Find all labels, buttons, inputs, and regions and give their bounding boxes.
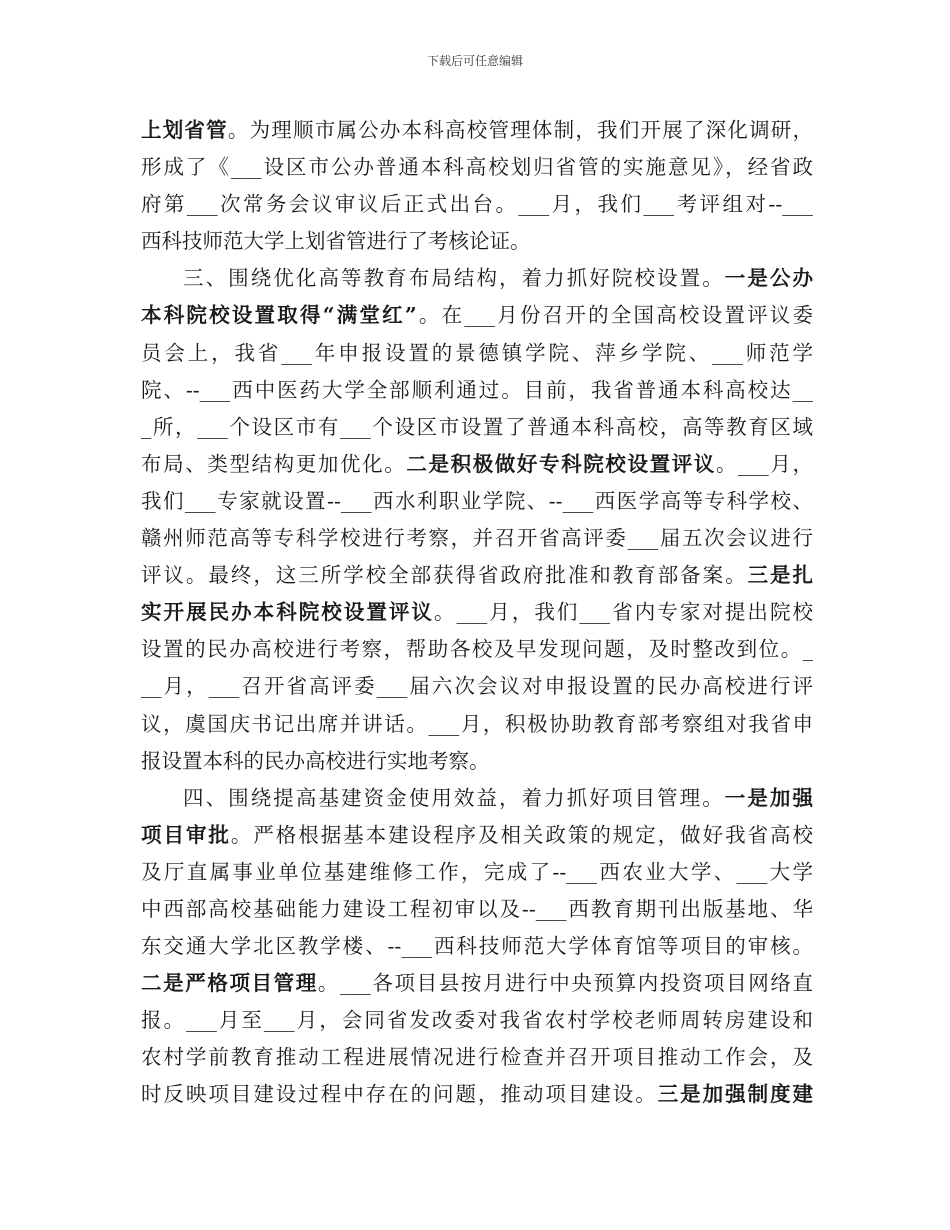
text-line: [141, 928, 813, 965]
text-line: [141, 223, 813, 260]
bold-text-segment: 项目审批: [141, 822, 231, 847]
text-line: [141, 1002, 813, 1039]
text-line: [141, 854, 813, 891]
text-segment: 。___月，: [715, 451, 814, 476]
text-line: [141, 1039, 813, 1076]
text-line: [141, 409, 813, 446]
text-line: [141, 557, 813, 594]
text-segment: 。___各项目县按月进行中央预算内投资项目网络直: [317, 971, 814, 996]
text-line: [141, 965, 813, 1002]
text-segment: 形成了《___设区市公办普通本科高校划归省管的实施意见》，经省政: [141, 155, 813, 180]
text-line: [141, 149, 813, 186]
page-header: 下载后可任意编辑: [426, 54, 523, 68]
text-segment: 及厅直属事业单位基建维修工作，完成了--___西农业大学、___大学: [141, 859, 813, 884]
text-segment: 中西部高校基础能力建设工程初审以及--___西教育期刊出版基地、华: [141, 896, 813, 921]
bold-text-segment: 二是严格项目管理: [141, 971, 318, 996]
text-segment: _所，___个设区市有___个设区市设置了普通本科高校，高等教育区域: [141, 414, 813, 439]
text-line: [141, 186, 813, 223]
text-segment: 报设置本科的民办高校进行实地考察。: [141, 748, 490, 773]
text-line: [141, 446, 813, 483]
text-segment: 四、围绕提高基建资金使用效益，着力抓好项目管理。: [183, 785, 725, 810]
bold-text-segment: 三是扎: [747, 563, 814, 588]
text-segment: 员会上，我省___年申报设置的景德镇学院、萍乡学院、___师范学: [141, 340, 813, 365]
text-line: [141, 631, 813, 668]
text-line: [141, 1076, 813, 1113]
text-segment: 。为理顺市属公办本科高校管理体制，我们开展了深化调研，: [227, 118, 814, 142]
text-line: [141, 372, 813, 409]
text-line: [141, 891, 813, 928]
bold-text-segment: 一是加强: [724, 785, 814, 810]
text-segment: 。在___月份召开的全国高校设置评议委: [416, 303, 813, 328]
text-line: [141, 335, 813, 372]
text-segment: 三、围绕优化高等教育布局结构，着力抓好院校设置。: [183, 266, 725, 291]
text-segment: 院、--___西中医药大学全部顺利通过。目前，我省普通本科高校达__: [141, 377, 813, 402]
text-line: [141, 594, 813, 631]
text-line: [141, 297, 813, 334]
text-segment: 时反映项目建设过程中存在的问题，推动项目建设。: [141, 1082, 658, 1107]
bold-text-segment: 一是公办: [724, 266, 814, 291]
text-segment: 报。___月至___月，会同省发改委对我省农村学校老师周转房建设和: [141, 1008, 813, 1033]
text-line: [141, 743, 813, 780]
text-segment: 评议。最终，这三所学校全部获得省政府批准和教育部备案。: [141, 563, 748, 588]
text-line: [141, 112, 813, 149]
text-line: [141, 668, 813, 705]
text-line: [141, 706, 813, 743]
text-segment: 设置的民办高校进行考察，帮助各校及早发现问题，及时整改到位。_: [141, 637, 813, 662]
text-segment: 议，虞国庆书记出席并讲话。___月，积极协助教育部考察组对我省申: [141, 711, 813, 736]
text-segment: 。严格根据基本建设程序及相关政策的规定，做好我省高校: [230, 822, 814, 847]
text-line: [141, 520, 813, 557]
text-segment: 农村学前教育推动工程进展情况进行检查并召开项目推动工作会，及: [141, 1045, 813, 1070]
text-segment: 东交通大学北区教学楼、--___西科技师范大学体育馆等项目的审核。: [141, 934, 813, 959]
text-segment: 西科技师范大学上划省管进行了考核论证。: [141, 229, 531, 254]
document-body: [141, 112, 813, 1114]
bold-text-segment: 本科院校设置取得“满堂红”: [141, 303, 417, 328]
text-segment: 赣州师范高等专科学校进行考察，并召开省高评委___届五次会议进行: [141, 526, 813, 551]
text-line: [141, 780, 813, 817]
text-segment: 我们___专家就设置--___西水利职业学院、--___西医学高等专科学校、: [141, 488, 813, 513]
text-segment: __月，___召开省高评委___届六次会议对申报设置的民办高校进行评: [141, 674, 813, 699]
text-line: [141, 483, 813, 520]
text-line: [141, 260, 813, 297]
bold-text-segment: 上划省管: [141, 118, 228, 142]
text-segment: 布局、类型结构更加优化。: [141, 451, 407, 476]
bold-text-segment: 二是积极做好专科院校设置评议: [406, 451, 716, 476]
text-line: [141, 817, 813, 854]
text-segment: 。___月，我们___省内专家对提出院校: [433, 600, 814, 625]
bold-text-segment: 三是加强制度建: [657, 1082, 814, 1107]
bold-text-segment: 实开展民办本科院校设置评议: [141, 600, 434, 625]
text-segment: 府第___次常务会议审议后正式出台。___月，我们___考评组对--___: [141, 192, 813, 217]
